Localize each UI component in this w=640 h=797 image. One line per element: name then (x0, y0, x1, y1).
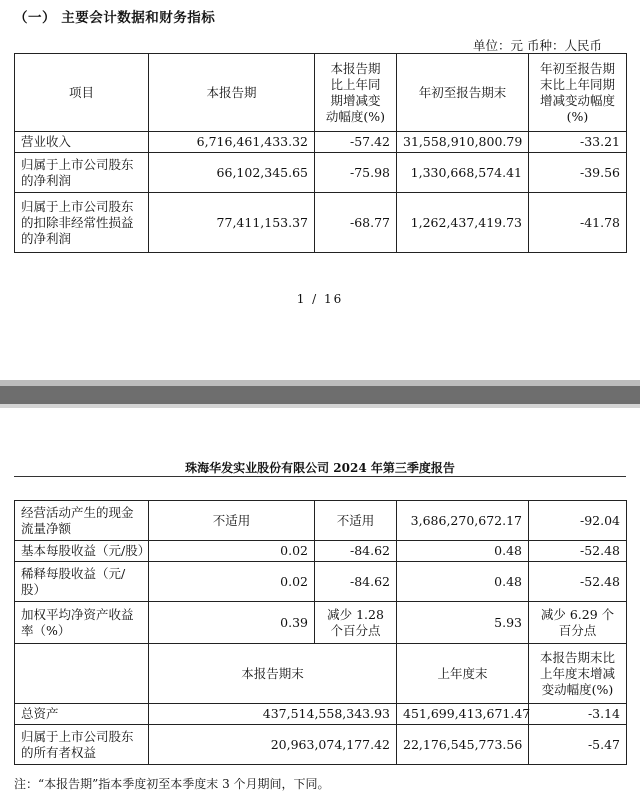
ytd-value: 1,330,668,574.41 (397, 153, 529, 193)
current-yoy-value: 减少 1.28 个百分点 (315, 602, 397, 644)
ytd-value: 3,686,270,672.17 (397, 501, 529, 541)
subheader-last-year-end: 上年度末 (397, 644, 529, 704)
unit-currency-line: 单位：元 币种：人民币 (473, 38, 602, 53)
header-current-yoy: 本报告期 比上年同 期增减变 动幅度(%) (315, 54, 397, 132)
change-value: -5.47 (529, 725, 627, 765)
ytd-value: 5.93 (397, 602, 529, 644)
current-yoy-value: -84.62 (315, 541, 397, 562)
row-label: 总资产 (15, 704, 149, 725)
row-label: 加权平均净资产收益 率（%） (15, 602, 149, 644)
last-year-end-value: 451,699,413,671.47 (397, 704, 529, 725)
period-end-value: 437,514,558,343.93 (149, 704, 397, 725)
row-label: 营业收入 (15, 132, 149, 153)
subheader-change: 本报告期末比 上年度末增减 变动幅度(%) (529, 644, 627, 704)
header-current-period: 本报告期 (149, 54, 315, 132)
row-label: 经营活动产生的现金 流量净额 (15, 501, 149, 541)
table-subheader-row (15, 644, 627, 704)
current-yoy-value: -57.42 (315, 132, 397, 153)
table-row (15, 562, 627, 602)
period-end-value: 20,963,074,177.42 (149, 725, 397, 765)
row-label: 归属于上市公司股东 的扣除非经常性损益 的净利润 (15, 193, 149, 253)
table-row (15, 153, 627, 193)
row-label: 稀释每股收益（元/ 股） (15, 562, 149, 602)
header-item: 项目 (15, 54, 149, 132)
table-row (15, 602, 627, 644)
current-yoy-value: -84.62 (315, 562, 397, 602)
current-yoy-value: 不适用 (315, 501, 397, 541)
table-row (15, 193, 627, 253)
header-ytd: 年初至报告期末 (397, 54, 529, 132)
table-row (15, 501, 627, 541)
ytd-yoy-value: -39.56 (529, 153, 627, 193)
ytd-yoy-value: -52.48 (529, 541, 627, 562)
section-title: （一） 主要会计数据和财务指标 (14, 10, 216, 26)
header-rule (14, 476, 626, 477)
ytd-yoy-value: -92.04 (529, 501, 627, 541)
ytd-value: 31,558,910,800.79 (397, 132, 529, 153)
row-label: 归属于上市公司股东 的净利润 (15, 153, 149, 193)
table-row (15, 541, 627, 562)
ytd-yoy-value: 减少 6.29 个 百分点 (529, 602, 627, 644)
row-label: 归属于上市公司股东 的所有者权益 (15, 725, 149, 765)
ytd-value: 0.48 (397, 562, 529, 602)
header-ytd-yoy: 年初至报告期 末比上年同期 增减变动幅度 (%) (529, 54, 627, 132)
current-value: 0.02 (149, 562, 315, 602)
table-header-row (15, 54, 627, 132)
page-gap-shadow-bottom (0, 404, 640, 408)
row-label: 基本每股收益（元/股） (15, 541, 149, 562)
current-value: 6,716,461,433.32 (149, 132, 315, 153)
footnote: 注：“本报告期”指本季度初至本季度末 3 个月期间，下同。 (14, 777, 330, 791)
ytd-yoy-value: -41.78 (529, 193, 627, 253)
current-value: 0.02 (149, 541, 315, 562)
subheader-blank (15, 644, 149, 704)
document-header: 珠海华发实业股份有限公司 2024 年第三季度报告 (185, 461, 455, 475)
table-row (15, 725, 627, 765)
current-yoy-value: -68.77 (315, 193, 397, 253)
table-row (15, 704, 627, 725)
ytd-value: 0.48 (397, 541, 529, 562)
page-gap (0, 386, 640, 404)
page-number: 1 / 16 (296, 292, 344, 306)
ytd-yoy-value: -33.21 (529, 132, 627, 153)
current-yoy-value: -75.98 (315, 153, 397, 193)
subheader-period-end: 本报告期末 (149, 644, 397, 704)
last-year-end-value: 22,176,545,773.56 (397, 725, 529, 765)
current-value: 0.39 (149, 602, 315, 644)
financial-table-bottom (14, 500, 627, 765)
ytd-value: 1,262,437,419.73 (397, 193, 529, 253)
financial-table-top (14, 53, 627, 253)
change-value: -3.14 (529, 704, 627, 725)
current-value: 不适用 (149, 501, 315, 541)
ytd-yoy-value: -52.48 (529, 562, 627, 602)
table-row (15, 132, 627, 153)
current-value: 66,102,345.65 (149, 153, 315, 193)
current-value: 77,411,153.37 (149, 193, 315, 253)
